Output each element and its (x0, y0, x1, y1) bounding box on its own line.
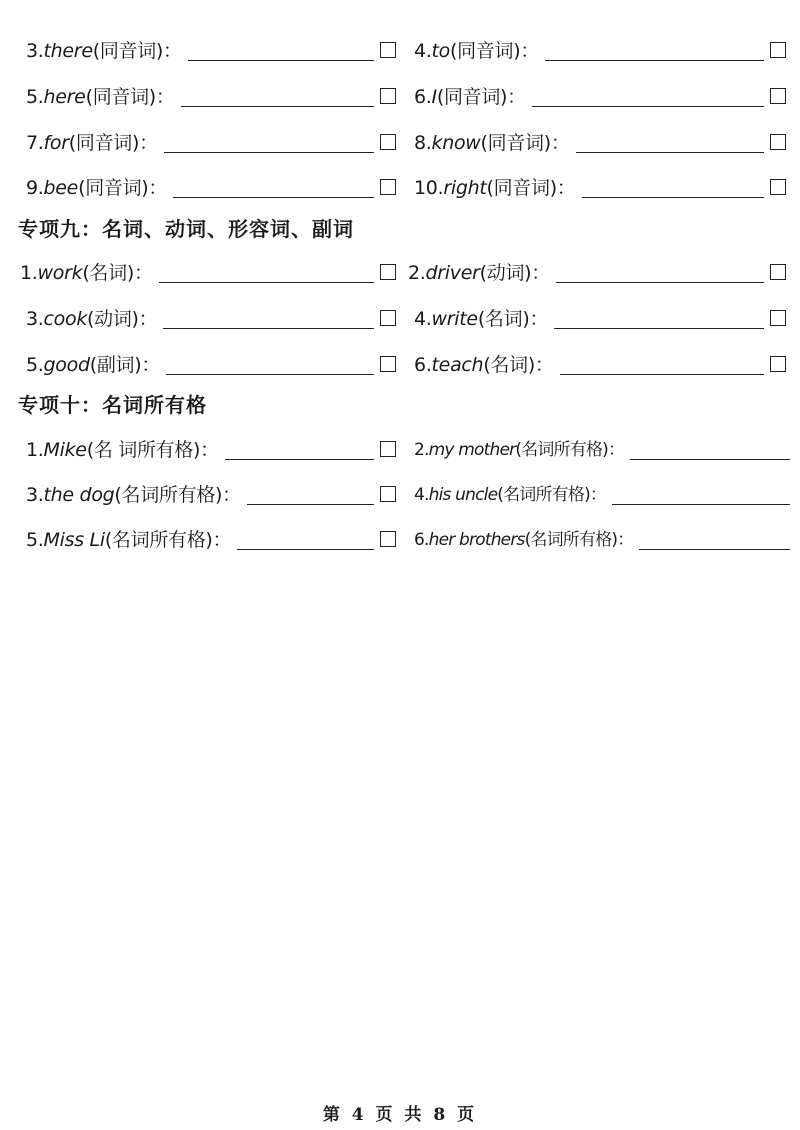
item-label: 3.there(同音词)： (26, 40, 182, 62)
checkbox[interactable] (770, 356, 786, 372)
checkbox[interactable] (770, 310, 786, 326)
exercise-item (414, 165, 790, 205)
checkbox[interactable] (380, 179, 396, 195)
item-label: 6.I(同音词)： (414, 86, 526, 108)
answer-blank[interactable] (181, 105, 374, 107)
item-label: 5.good(副词)： (26, 354, 161, 376)
section-heading: 专项九：名词、动词、形容词、副词 (18, 217, 354, 241)
exercise-item (26, 517, 400, 557)
exercise-row (0, 165, 800, 205)
answer-blank[interactable] (576, 151, 764, 153)
exercise-item (414, 120, 790, 160)
exercise-row (0, 74, 800, 114)
exercise-row (0, 250, 800, 290)
answer-blank[interactable] (173, 196, 374, 198)
checkbox[interactable] (770, 88, 786, 104)
checkbox[interactable] (380, 134, 396, 150)
checkbox[interactable] (380, 310, 396, 326)
checkbox[interactable] (380, 531, 396, 547)
checkbox[interactable] (770, 134, 786, 150)
exercise-item (414, 517, 790, 557)
checkbox[interactable] (770, 42, 786, 58)
answer-blank[interactable] (556, 281, 764, 283)
item-label: 8.know(同音词)： (414, 132, 570, 154)
item-label: 2.my mother(名词所有格)： (414, 440, 625, 460)
answer-blank[interactable] (630, 458, 790, 460)
checkbox[interactable] (380, 264, 396, 280)
checkbox[interactable] (770, 264, 786, 280)
answer-blank[interactable] (163, 327, 374, 329)
answer-blank[interactable] (164, 151, 374, 153)
item-label: 3.cook(动词)： (26, 308, 158, 330)
item-label: 3.the dog(名词所有格)： (26, 484, 241, 506)
answer-blank[interactable] (237, 548, 374, 550)
checkbox[interactable] (770, 179, 786, 195)
exercise-item (26, 74, 400, 114)
exercise-item (26, 120, 400, 160)
exercise-row (0, 517, 800, 557)
exercise-row (0, 427, 800, 467)
item-label: 1.work(名词)： (20, 262, 153, 284)
exercise-item (414, 296, 790, 336)
exercise-item (414, 472, 790, 512)
exercise-item (26, 472, 400, 512)
checkbox[interactable] (380, 88, 396, 104)
answer-blank[interactable] (188, 59, 374, 61)
exercise-item (414, 342, 790, 382)
answer-blank[interactable] (159, 281, 374, 283)
exercise-item (26, 296, 400, 336)
checkbox[interactable] (380, 441, 396, 457)
answer-blank[interactable] (247, 503, 374, 505)
exercise-row (0, 296, 800, 336)
exercise-item (26, 342, 400, 382)
item-label: 9.bee(同音词)： (26, 177, 168, 199)
answer-blank[interactable] (545, 59, 764, 61)
answer-blank[interactable] (612, 503, 790, 505)
item-label: 5.Miss Li(名词所有格)： (26, 529, 232, 551)
exercise-item (414, 74, 790, 114)
exercise-row (0, 472, 800, 512)
answer-blank[interactable] (554, 327, 764, 329)
item-label: 10.right(同音词)： (414, 177, 576, 199)
answer-blank[interactable] (639, 548, 790, 550)
item-label: 2.driver(动词)： (408, 262, 550, 284)
answer-blank[interactable] (532, 105, 764, 107)
item-label: 6.her brothers(名词所有格)： (414, 530, 634, 550)
item-label: 4.his uncle(名词所有格)： (414, 485, 607, 505)
exercise-row (0, 120, 800, 160)
exercise-item (414, 28, 790, 68)
item-label: 6.teach(名词)： (414, 354, 554, 376)
item-label: 4.to(同音词)： (414, 40, 540, 62)
exercise-row (0, 342, 800, 382)
item-label: 1.Mike(名 词所有格)： (26, 439, 219, 461)
answer-blank[interactable] (225, 458, 374, 460)
exercise-item (408, 250, 790, 290)
answer-blank[interactable] (560, 373, 764, 375)
checkbox[interactable] (380, 356, 396, 372)
exercise-item (26, 427, 400, 467)
answer-blank[interactable] (166, 373, 374, 375)
page-footer: 第 4 页 共 8 页 (322, 1105, 478, 1125)
exercise-row (0, 28, 800, 68)
exercise-item (20, 250, 400, 290)
item-label: 7.for(同音词)： (26, 132, 158, 154)
item-label: 5.here(同音词)： (26, 86, 175, 108)
exercise-item (26, 165, 400, 205)
checkbox[interactable] (380, 486, 396, 502)
answer-blank[interactable] (582, 196, 764, 198)
exercise-item (414, 427, 790, 467)
section-heading: 专项十：名词所有格 (18, 393, 207, 417)
checkbox[interactable] (380, 42, 396, 58)
exercise-item (26, 28, 400, 68)
item-label: 4.write(名词)： (414, 308, 549, 330)
